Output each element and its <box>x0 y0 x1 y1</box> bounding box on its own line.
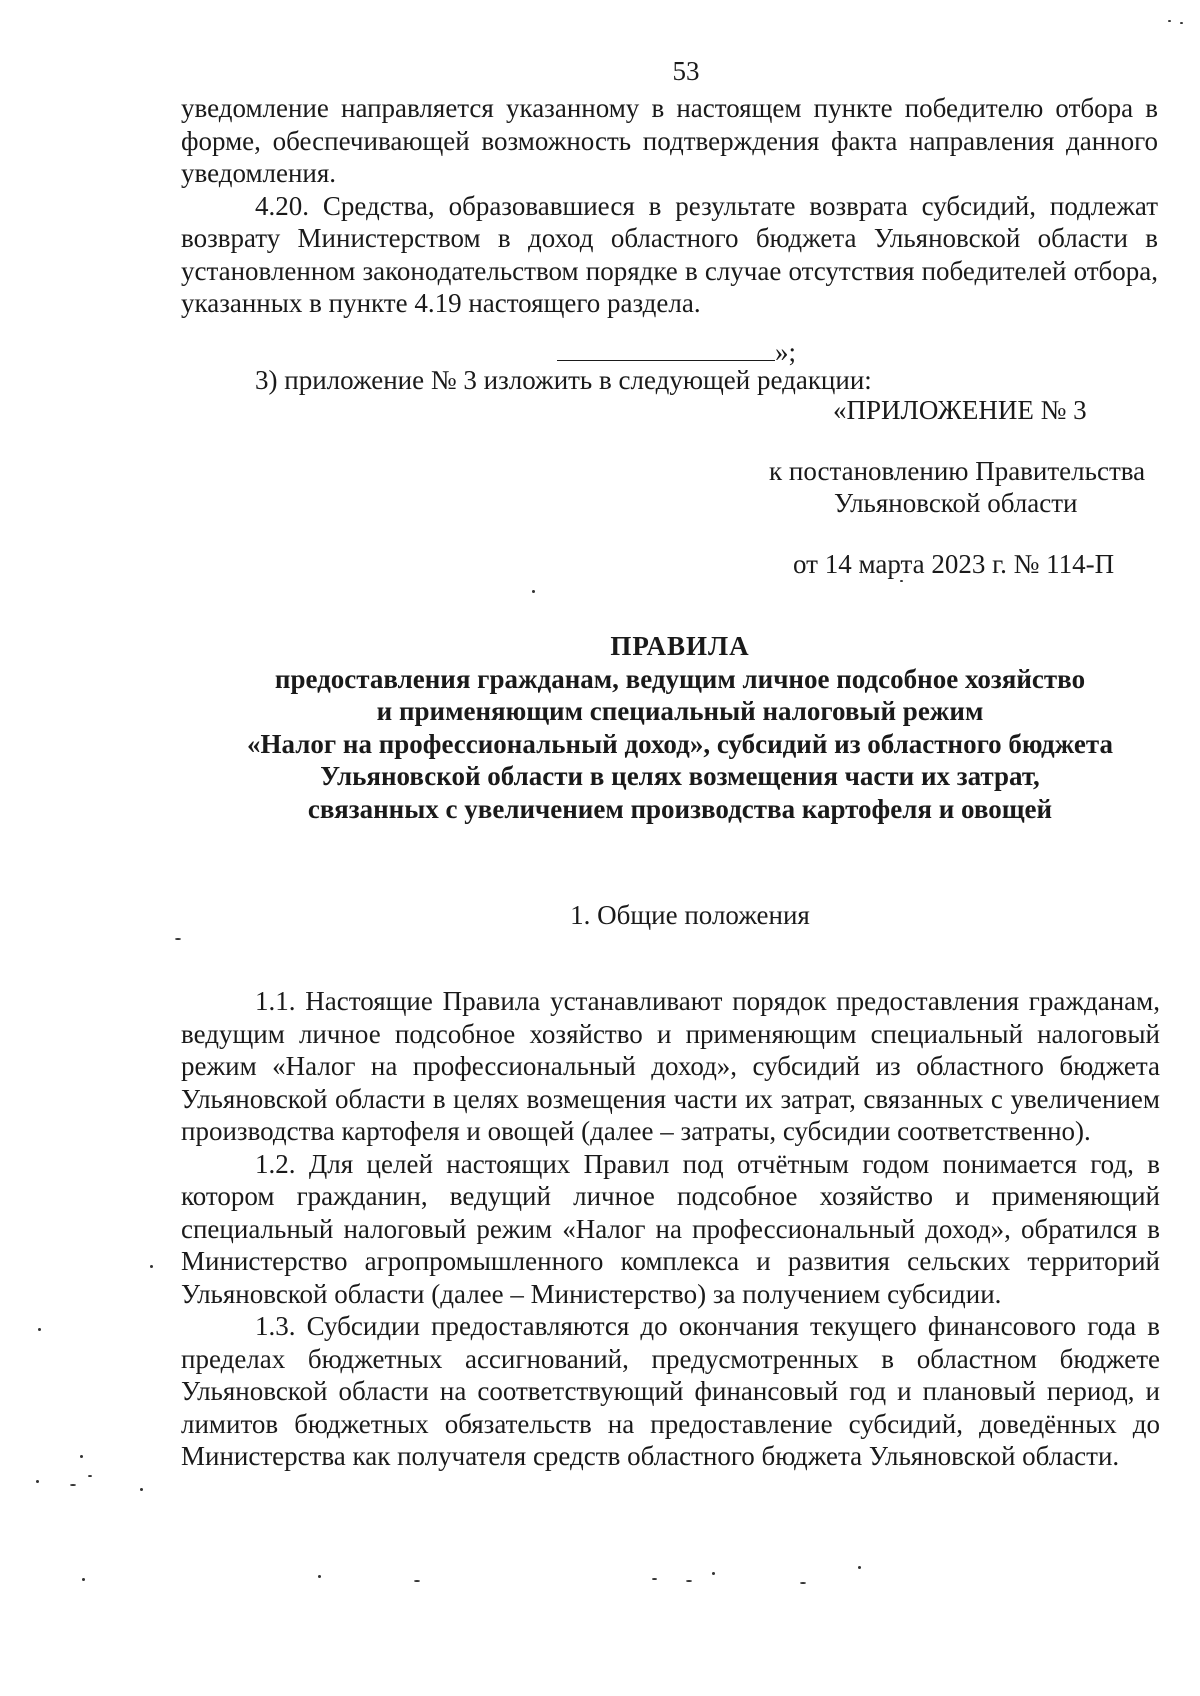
scan-speck <box>80 1455 83 1458</box>
scan-speck <box>88 1475 92 1477</box>
blank-line <box>557 334 775 361</box>
scan-speck <box>712 1572 715 1575</box>
scan-speck <box>414 1580 420 1582</box>
intro-block <box>181 92 1158 320</box>
scan-speck <box>652 1578 657 1580</box>
section-heading: 1. Общие положения <box>570 900 810 930</box>
title-line: предоставления гражданам, ведущим личное подсобное хозяйство <box>274 663 1086 694</box>
continuation-paragraph: уведомление направляется указанному в настоящем пункте победителю отбора в форме, обеспечивающей возможность подтверждения факта направления данного уведомления. <box>181 93 1158 188</box>
scan-speck <box>800 1582 806 1584</box>
scan-speck <box>70 1484 76 1486</box>
document-title <box>150 630 1200 825</box>
page-number: 53 <box>672 56 700 86</box>
scan-speck <box>82 1578 85 1581</box>
title-line: Ульяновской области в целях возмещения части их затрат, <box>320 761 1040 791</box>
paragraph-1-1: 1.1. Настоящие Правила устанавливают порядок предоставления гражданам, ведущим личное подсобное хозяйство и применяющим специальный налоговый режим «Налог на профессиональный доход», субсидий из областного бюджета Ульяновской области в целях возмещения части их затрат, связанных с увеличением производства картофеля и овощей (далее – затраты, субсидии соответственно). <box>181 986 1160 1146</box>
title-main: ПРАВИЛА <box>610 631 750 661</box>
paragraph-4-20: 4.20. Средства, образовавшиеся в результате возврата субсидий, подлежат возврату Министерством в доход областного бюджета Ульяновской области в установленном законодательством порядке в случае отсутствия победителей отбора, указанных в пункте 4.19 настоящего раздела. <box>181 190 1158 318</box>
closing-quote: »; <box>775 337 797 367</box>
scan-speck <box>36 1480 39 1483</box>
scan-speck <box>532 590 535 593</box>
title-line: и применяющим специальный налоговый режим <box>376 696 984 726</box>
paragraph-1-2: 1.2. Для целей настоящих Правил под отчётным годом понимается год, в котором гражданин, ведущий личное подсобное хозяйство и применяющий специальный налоговый режим «Налог на профессиональный доход», обратился в Министерство агропромышленного комплекса и развития сельских территорий Ульяновской области (далее – Министерство) за получением субсидии. <box>181 1148 1160 1309</box>
scan-speck <box>318 1575 321 1578</box>
item-3: 3) приложение № 3 изложить в следующей редакции: <box>255 365 872 395</box>
appendix-line-1: к постановлению Правительства <box>769 456 1146 486</box>
scan-speck <box>858 1566 861 1569</box>
scan-speck <box>38 1328 41 1331</box>
appendix-title: «ПРИЛОЖЕНИЕ № 3 <box>833 395 1087 425</box>
scan-speck <box>1180 22 1183 24</box>
appendix-line-2: Ульяновской области <box>834 488 1078 518</box>
scan-speck <box>1168 20 1171 22</box>
scan-speck <box>175 938 181 940</box>
closing-quote-line <box>557 334 796 368</box>
scan-speck <box>900 580 903 582</box>
scan-speck <box>686 1580 692 1582</box>
scan-speck <box>150 1265 153 1268</box>
section-1-body <box>181 985 1160 1473</box>
appendix-date: от 14 марта 2023 г. № 114-П <box>793 549 1115 579</box>
scan-speck <box>140 1488 143 1491</box>
paragraph-1-3: 1.3. Субсидии предоставляются до окончания текущего финансового года в пределах бюджетных ассигнований, предусмотренных в областном бюджете Ульяновской области на соответствующий финансовый год и плановый период, и лимитов бюджетных обязательств на предоставление субсидий, доведённых до Министерства как получателя средств областного бюджета Ульяновской области. <box>181 1311 1160 1471</box>
title-line: «Налог на профессиональный доход», субсидий из областного бюджета <box>247 728 1113 759</box>
title-line: связанных с увеличением производства картофеля и овощей <box>307 793 1053 824</box>
